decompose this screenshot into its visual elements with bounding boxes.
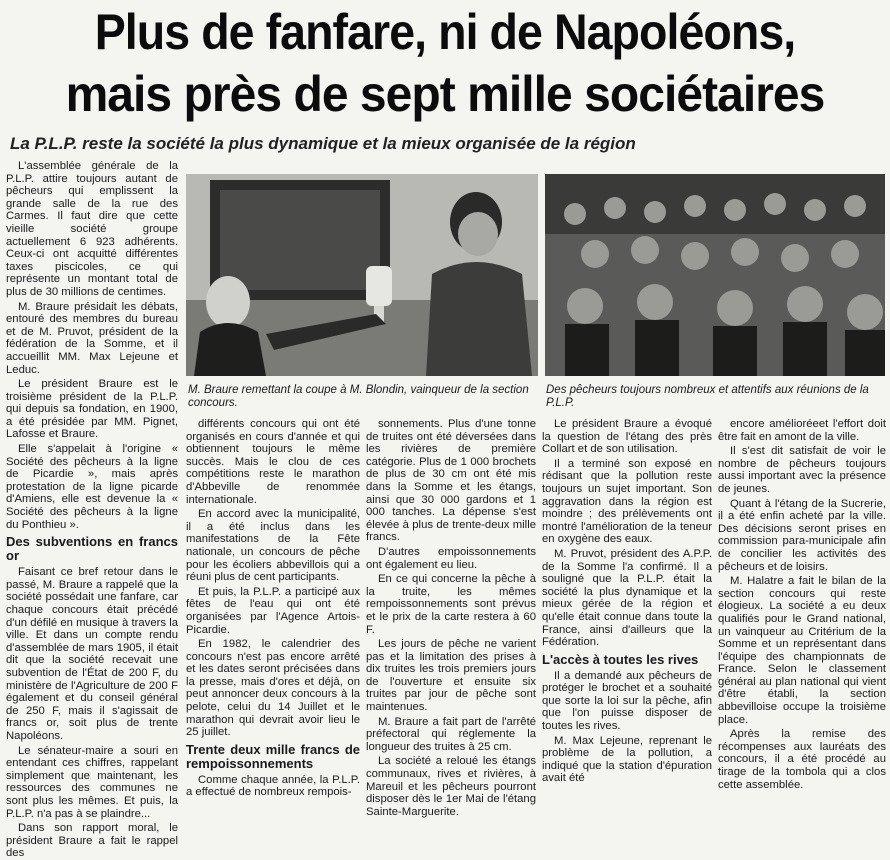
paragraph: Le sénateur-maire a souri en entendant ces chiffres, rappelant simplement que maintenant, les ressources des communes ne sont plus les mêmes. Et puis, la P.L.P. n'a pas à se plaindre... xyxy=(6,744,178,820)
paragraph: Après la remise des récompenses aux lauréats des concours, il a été procédé au tirage de la tombola qui a clos cette assemblée. xyxy=(718,728,886,791)
photo-caption-right: Des pêcheurs toujours nombreux et attentifs aux réunions de la P.L.P. xyxy=(546,384,869,409)
photo-trophy-presentation xyxy=(186,174,538,376)
article-column-1 xyxy=(6,160,178,860)
paragraph: Comme chaque année, la P.L.P. a effectué de nombreux rempois- xyxy=(186,773,360,799)
photo-audience xyxy=(545,174,885,376)
paragraph: différents concours qui ont été organisés en cours d'année et qui obtiennent toujours le même succès. Mais le clou de ces compétitions reste le marathon d'Abbeville de renommée internationale. xyxy=(186,418,360,506)
paragraph: M. Max Lejeune, reprenant le problème de la pollution, a indiqué que la station d'épuration avait été xyxy=(542,734,712,785)
paragraph: Il a demandé aux pêcheurs de protéger le brochet et a souhaité que sorte la loi sur la pêche, afin que l'on puisse disposer de toutes les rives. xyxy=(542,669,712,733)
paragraph: M. Braure présidait les débats, entouré des membres du bureau et de M. Pruvot, président de la fédération de la Somme, et il accueillit MM. Max Lejeune et Leduc. xyxy=(6,300,178,376)
paragraph: La société a reloué les étangs communaux, rives et rivières, à Mareuil et les pêcheurs pourront disposer dès le 1er Mai de l'étang Sainte-Marguerite. xyxy=(366,755,536,818)
paragraph: L'assemblée générale de la P.L.P. attire toujours autant de pêcheurs qui emplissent la grande salle de la rue des Carmes. Il faut dire que cette vieille société groupe actuellement 6 923 adhérents. Ceux-ci ont acquitté différentes taxes piscicoles, ce qui représente un montant total de plus de 30 millions de centimes. xyxy=(6,160,178,298)
paragraph: sonnements. Plus d'une tonne de truites ont été déversées dans les rivières de première catégorie. Plus de 1 000 brochets de plus de 30 cm ont été mis dans la Somme et les étangs, ainsi que 30 000 gardons et 1 000 tanches. La dépense s'est élevée à plus de trente-deux mille francs. xyxy=(366,418,536,544)
paragraph: En accord avec la municipalité, il a été inclus dans les manifestations de la Fête nationale, un concours de pêche pour les écoliers abbevillois qui a réuni plus de cent participants. xyxy=(186,508,360,584)
paragraph: En ce qui concerne la pêche à la truite, les mêmes rempoissonnements sont prévus et le prix de la carte restera à 60 F. xyxy=(366,573,536,636)
article-column-3 xyxy=(366,418,536,818)
paragraph: encore amélioréeet l'effort doit être fait en amont de la ville. xyxy=(718,418,886,443)
paragraph: Elle s'appelait à l'origine « Société des pêcheurs à la ligne de Picardie », mais après protestation de la ligne picarde d'Amiens, elle est devenue la « Société des pêcheurs à la ligne du Ponthieu ». xyxy=(6,443,178,531)
article-column-5 xyxy=(718,418,886,791)
paragraph: Le président Braure est le troisième président de la P.L.P. qui depuis sa fondation, en 1900, a été présidée par MM. Pignet, Lafosse et Braure. xyxy=(6,378,178,441)
photo-trophy-presentation-image xyxy=(186,174,538,376)
section-heading: Trente deux mille francs de rempoissonnements xyxy=(186,741,360,771)
paragraph: M. Pruvot, président des A.P.P. de la Somme l'a confirmé. Il a souligné que la P.L.P. était la société la plus dynamique et la mieux gérée de la région et qu'elle était connue dans toute la France, ainsi d'ailleurs que la Fédération. xyxy=(542,547,712,649)
paragraph: Faisant ce bref retour dans le passé, M. Braure a rappelé que la société possédait une fanfare, car chaque concours était précédé d'un défilé en musique à travers la ville. Et dans un compte rendu d'assemblée de mars 1905, il était dit que la société recevait une subvention de l'État de 200 F, du ministère de l'Agriculture de 200 F également et du conseil général de 250 F, mais il s'agissait de francs or, soit plus de trente Napoléons. xyxy=(6,566,178,742)
paragraph: M. Halatre a fait le bilan de la section concours qui reste élogieux. La société a eu deux qualifiés pour le Grand national, un vainqueur au Critérium de la Somme et un représentant dans l'équipe des championnats de France. Selon le classement général au plan national qui vient d'être établi, la section abbevilloise occupe la troisième place. xyxy=(718,575,886,726)
paragraph: Dans son rapport moral, le président Braure a fait le rappel des xyxy=(6,822,178,860)
section-heading: Des subventions en francs or xyxy=(6,534,178,564)
paragraph: Le président Braure a évoqué la question de l'étang des près Collart et de son utilisation. xyxy=(542,418,712,456)
paragraph: En 1982, le calendrier des concours n'est pas encore arrêté et les dates seront précisées dans la presse, mais d'ores et déjà, on peut annoncer deux concours à la pelote, celui du 14 Juillet et le marathon qui devrait avoir lieu le 25 juillet. xyxy=(186,638,360,739)
paragraph: Il s'est dit satisfait de voir le nombre de pêcheurs toujours aussi important avec la présence de jeunes. xyxy=(718,445,886,495)
paragraph: D'autres empoissonnements ont également eu lieu. xyxy=(366,545,536,571)
photo-audience-image xyxy=(545,174,885,376)
subheadline: La P.L.P. reste la société la plus dynamique et la mieux organisée de la région xyxy=(10,134,636,153)
article-column-4 xyxy=(542,418,712,785)
headline-line-2: mais près de sept mille sociétaires xyxy=(65,66,825,122)
paragraph: Quant à l'étang de la Sucrerie, il a été enfin acheté par la ville. Des décisions seront prises en commission para-municipale afin de concilier les activités des pêcheurs et de loisirs. xyxy=(718,497,886,573)
paragraph: Il a terminé son exposé en rédisant que la pollution reste toujours un sujet important. Son aggravation dans la région est moindre ; des prélèvements ont montré l'amélioration de la teneur en oxygène des eaux. xyxy=(542,457,712,546)
paragraph: Et puis, la P.L.P. a participé aux fêtes de l'eau qui ont été organisées par l'Agence Artois-Picardie. xyxy=(186,585,360,636)
photo-caption-left: M. Braure remettant la coupe à M. Blondin, vainqueur de la section concours. xyxy=(188,384,529,409)
headline-line-1: Plus de fanfare, ni de Napoléons, xyxy=(94,4,796,60)
paragraph: Les jours de pêche ne varient pas et la limitation des prises à dix truites les trois premiers jours de l'ouverture et ensuite six truites par jour de pêche sont maintenues. xyxy=(366,638,536,714)
section-heading: L'accès à toutes les rives xyxy=(542,651,699,667)
article-column-2 xyxy=(186,418,360,799)
paragraph: M. Braure a fait part de l'arrêté préfectoral qui réglemente la longueur des truites à 25 cm. xyxy=(366,715,536,753)
